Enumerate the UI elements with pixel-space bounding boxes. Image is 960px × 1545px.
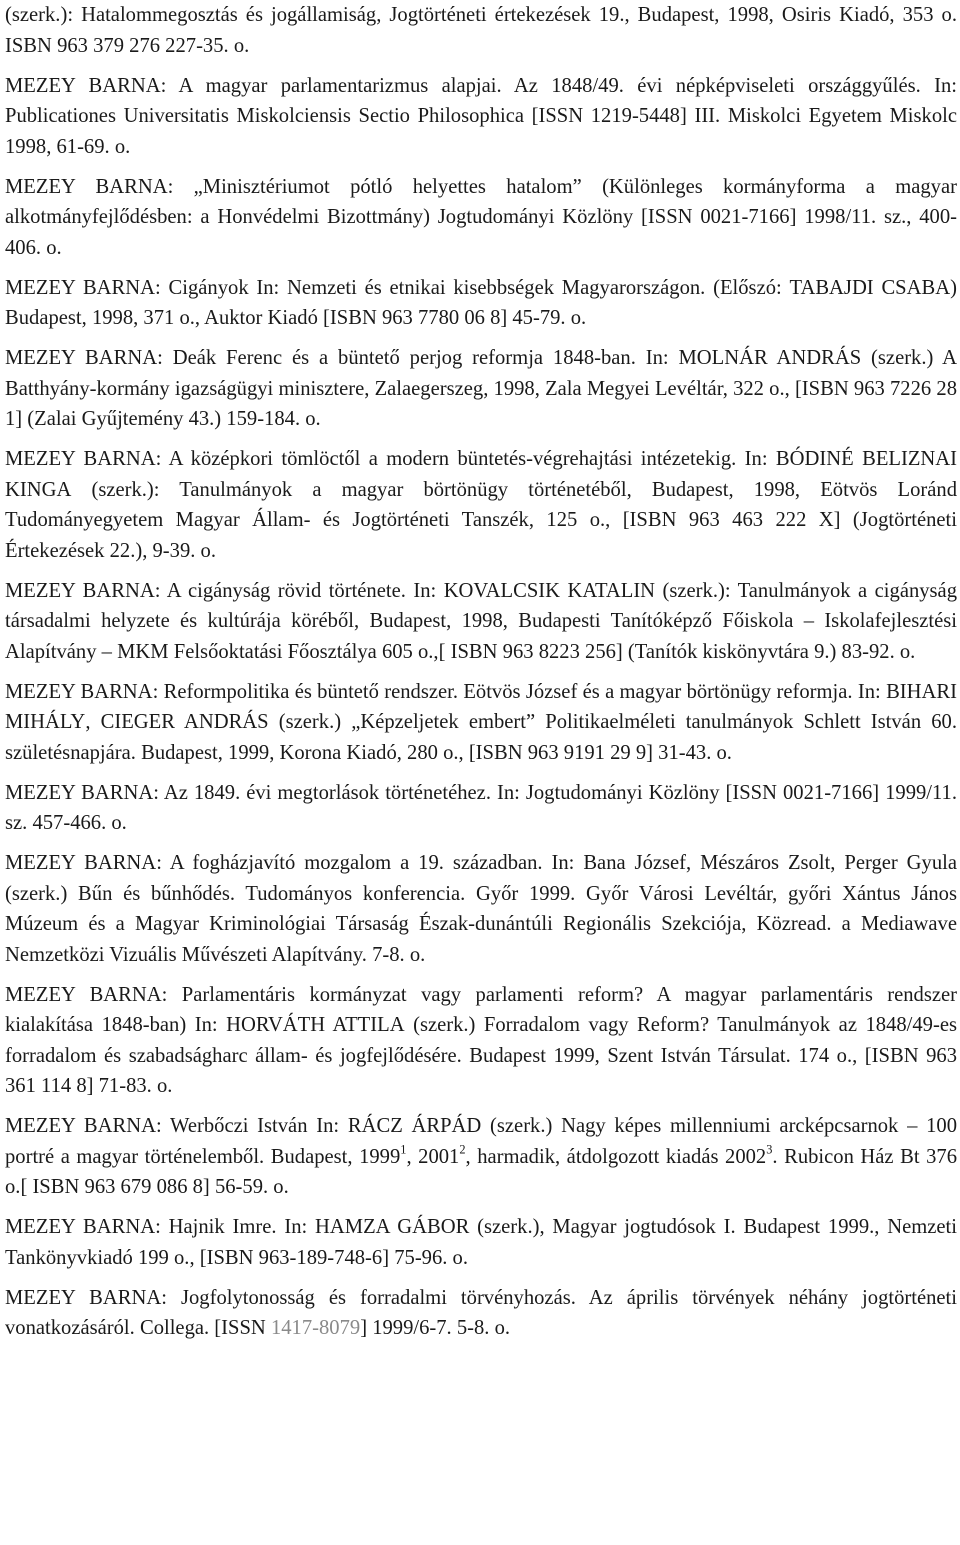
author-name: MOLNÁR ANDRÁS (678, 347, 862, 369)
author-name: MEZEY BARNA (5, 276, 156, 299)
author-name: BÓDINÉ BELIZNAI KINGA (5, 448, 958, 501)
superscript: 2 (459, 1142, 466, 1157)
entry-text: : A középkori tömlöctől a modern büntetés-végrehajtási intézetekig. In: (155, 448, 776, 470)
author-name: RÁCZ ÁRPÁD (347, 1115, 482, 1137)
author-name: MEZEY BARNA (5, 1216, 156, 1238)
author-name: MEZEY BARNA (5, 347, 158, 369)
entry-text: (szerk.), Magyar jogtudósok I. Budapest 1999., Nemzeti Tankönyvkiadó 199 o., [ISBN 963-189-748-6] 75-96. o. (5, 1216, 957, 1269)
entry-text: : Jogfolytonosság és forradalmi törvényhozás. Az április törvények néhány jogtörténeti vonatkozásáról. Collega. [ISSN (5, 1286, 957, 1339)
author-name: MEZEY BARNA (5, 175, 168, 198)
superscript: 1 (400, 1142, 407, 1157)
bibliography-entry (5, 778, 957, 839)
entry-text: (szerk.) Forradalom vagy Reform? Tanulmányok az 1848/49-es forradalom és szabadságharc állam- és jogfejlődésére. Budapest 1999, Szent István Társulat. 174 o., [ISBN 963 361 114 8] 71-83. o. (5, 1014, 957, 1097)
entry-text: : Parlamentáris kormányzat vagy parlamenti reform? A magyar parlamentáris rendszer kialakítása 1848-ban) In: (5, 983, 957, 1036)
entry-text: : A fogházjavító mozgalom a 19. században. In: Bana József, Mészáros Zsolt, Perger Gyula (szerk.) Bűn és bűnhődés. Tudományos konferencia. Győr 1999. Győr Városi Levéltár, győri Xántus János Múzeum és a Magyar Kriminológiai Társaság Észak-dunántúli Regionális Szekciója, Közread. a Mediawave Nemzetközi Vizuális Művészeti Alapítvány. 7-8. o. (5, 852, 957, 966)
entry-text: : Werbőczi István In: (155, 1115, 348, 1137)
author-name: HAMZA GÁBOR (315, 1216, 470, 1238)
bibliography-entry (5, 980, 957, 1102)
entry-text: (szerk.): Hatalommegosztás és jogállamiság, Jogtörténeti értekezések 19., Budapest, 1998, Osiris Kiadó, 353 o. ISBN 963 379 276 227-35. o. (5, 4, 957, 57)
issn-number: 1417-8079 (270, 1317, 361, 1339)
entry-text: (szerk.) A Batthyány-kormány igazságügyi minisztere, Zalaegerszeg, 1998, Zala Megyei Levéltár, 322 o., [ISBN 963 7226 28 1] (Zalai Gyűjtemény 43.) 159-184. o. (5, 347, 957, 430)
superscript: 3 (766, 1142, 773, 1157)
entry-text: : Az 1849. évi megtorlások történetéhez. In: Jogtudományi Közlöny [ISSN 0021-7166] 1999/11. sz. 457-466. o. (5, 781, 957, 834)
bibliography-entry (5, 0, 957, 61)
author-name: MEZEY BARNA (5, 983, 162, 1006)
bibliography-entry (5, 1212, 957, 1273)
entry-text: (szerk.) „Képzeljetek embert” Politikaelméleti tanulmányok Schlett István 60. születésnapjára. Budapest, 1999, Korona Kiadó, 280 o., [ISBN 963 9191 29 9] 31-43. o. (5, 711, 957, 764)
entry-text: : A cigányság rövid története. In: (154, 579, 444, 602)
author-name: KOVALCSIK KATALIN (443, 579, 656, 602)
bibliography-entry (5, 848, 957, 970)
entry-text: : Hajnik Imre. In: (155, 1216, 316, 1238)
entry-text: (szerk.) Nagy képes millenniumi arcképcsarnok – 100 portré a magyar történelemből. Budapest, 1999 (5, 1115, 957, 1168)
entry-text: : A magyar parlamentarizmus alapjai. Az 1848/49. évi népképviseleti országgyűlés. In: Publicationes Universitatis Miskolciensis Sectio Philosophica [ISSN 1219-5448] III. Miskolci Egyetem Miskolc 1998, 61-69. o. (5, 74, 957, 158)
bibliography-entry (5, 1283, 957, 1344)
author-name: BIHARI MIHÁLY (5, 680, 957, 733)
entry-text: . Rubicon Ház Bt 376 o.[ ISBN 963 679 086 8] 56-59. o. (5, 1145, 958, 1198)
entry-text: ) Budapest, 1998, 371 o., Auktor Kiadó [ISBN 963 7780 06 8] 45-79. o. (5, 276, 957, 329)
bibliography-entry (5, 172, 957, 264)
bibliography-entry (5, 444, 957, 566)
entry-text: (szerk.): Tanulmányok a magyar börtönügy történetéből, Budapest, 1998, Eötvös Loránd Tudományegyetem Magyar Állam- és Jogtörténeti Tanszék, 125 o., [ISBN 963 463 222 X] (Jogtörténeti Értekezések 22.), 9-39. o. (5, 478, 957, 562)
bibliography-entry (5, 343, 957, 435)
author-name: MEZEY BARNA (5, 74, 161, 97)
author-name: MEZEY BARNA (5, 1286, 162, 1309)
entry-text: : Reformpolitika és büntető rendszer. Eötvös József és a magyar börtönügy reformja. In: (152, 680, 887, 703)
author-name: MEZEY BARNA (5, 781, 154, 804)
author-name: MEZEY BARNA (5, 680, 153, 703)
entry-text: , (85, 711, 101, 733)
author-name: HORVÁTH ATTILA (226, 1014, 405, 1036)
entry-text: : Deák Ferenc és a büntető perjog reformja 1848-ban. In: (157, 347, 679, 369)
author-name: TABAJDI CSABA (789, 276, 951, 299)
bibliography-entry (5, 576, 957, 668)
bibliography-entry (5, 1111, 957, 1203)
entry-text: , harmadik, átdolgozott kiadás 2002 (465, 1145, 767, 1168)
bibliography-entry (5, 71, 957, 163)
author-name: MEZEY BARNA (5, 579, 155, 602)
entry-text: , 2001 (406, 1145, 460, 1168)
author-name: MEZEY BARNA (5, 852, 157, 874)
author-name: CIEGER ANDRÁS (100, 711, 269, 733)
author-name: MEZEY BARNA (5, 448, 156, 470)
bibliography-entry (5, 273, 957, 334)
entry-text: ] 1999/6-7. 5-8. o. (360, 1317, 511, 1339)
bibliography-entry (5, 677, 957, 769)
entry-text: : „Minisztériumot pótló helyettes hatalom” (Különleges kormányforma a magyar alkotmányfejlődésben: a Honvédelmi Bizottmány) Jogtudományi Közlöny [ISSN 0021-7166] 1998/11. sz., 400-406. o. (5, 175, 957, 259)
entry-text: (szerk.): Tanulmányok a cigányság társadalmi helyzete és kultúrája köréből, Budapest, 1998, Budapesti Tanítóképző Főiskola – Iskolafejlesztési Alapítvány – MKM Felsőoktatási Főosztálya 605 o.,[ ISBN 963 8223 256] (Tanítók kiskönyvtára 9.) 83-92. o. (5, 579, 957, 663)
author-name: MEZEY BARNA (5, 1115, 156, 1137)
entry-text: : Cigányok In: Nemzeti és etnikai kisebbségek Magyarországon. (Előszó: (155, 276, 790, 299)
